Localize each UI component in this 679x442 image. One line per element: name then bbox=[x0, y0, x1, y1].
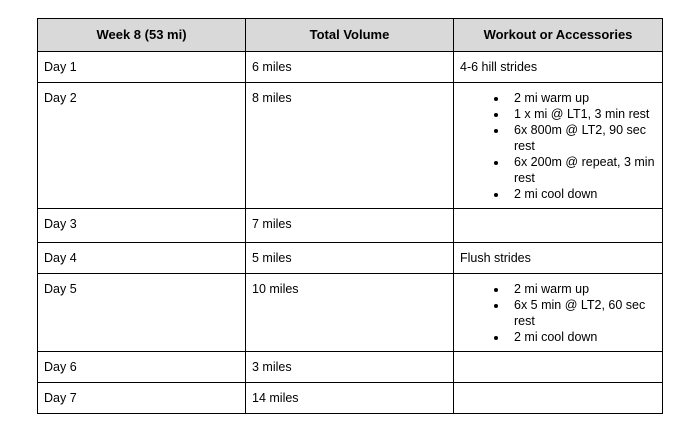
workout-list bbox=[460, 281, 656, 345]
volume-cell: 8 miles bbox=[246, 83, 454, 209]
workout-cell bbox=[454, 83, 663, 209]
table-row bbox=[38, 352, 663, 383]
training-plan-table bbox=[37, 18, 663, 414]
workout-item: • 2 mi cool down bbox=[508, 186, 656, 202]
header-week: Week 8 (53 mi) bbox=[38, 19, 246, 52]
workout-item: • 6x 200m @ repeat, 3 min rest bbox=[508, 154, 656, 186]
table-row bbox=[38, 52, 663, 83]
day-cell: Day 7 bbox=[38, 383, 246, 414]
day-cell: Day 4 bbox=[38, 243, 246, 274]
header-row bbox=[38, 19, 663, 52]
workout-cell bbox=[454, 352, 663, 383]
header-total-volume: Total Volume bbox=[246, 19, 454, 52]
volume-cell: 5 miles bbox=[246, 243, 454, 274]
volume-cell: 6 miles bbox=[246, 52, 454, 83]
workout-item: • 1 x mi @ LT1, 3 min rest bbox=[508, 106, 656, 122]
workout-item: • 2 mi cool down bbox=[508, 329, 656, 345]
volume-cell: 7 miles bbox=[246, 209, 454, 243]
day-cell: Day 5 bbox=[38, 274, 246, 352]
table-row bbox=[38, 383, 663, 414]
day-cell: Day 2 bbox=[38, 83, 246, 209]
day-cell: Day 6 bbox=[38, 352, 246, 383]
table-row bbox=[38, 274, 663, 352]
day-cell: Day 1 bbox=[38, 52, 246, 83]
workout-cell bbox=[454, 274, 663, 352]
workout-cell bbox=[454, 209, 663, 243]
workout-cell: 4-6 hill strides bbox=[454, 52, 663, 83]
workout-item: • 2 mi warm up bbox=[508, 90, 656, 106]
workout-list bbox=[460, 90, 656, 202]
workout-item: • 6x 800m @ LT2, 90 sec rest bbox=[508, 122, 656, 154]
volume-cell: 10 miles bbox=[246, 274, 454, 352]
table-row bbox=[38, 209, 663, 243]
header-workout: Workout or Accessories bbox=[454, 19, 663, 52]
table-row bbox=[38, 83, 663, 209]
workout-item: • 6x 5 min @ LT2, 60 sec rest bbox=[508, 297, 656, 329]
workout-cell bbox=[454, 383, 663, 414]
volume-cell: 3 miles bbox=[246, 352, 454, 383]
workout-cell: Flush strides bbox=[454, 243, 663, 274]
table-row bbox=[38, 243, 663, 274]
workout-item: • 2 mi warm up bbox=[508, 281, 656, 297]
day-cell: Day 3 bbox=[38, 209, 246, 243]
volume-cell: 14 miles bbox=[246, 383, 454, 414]
